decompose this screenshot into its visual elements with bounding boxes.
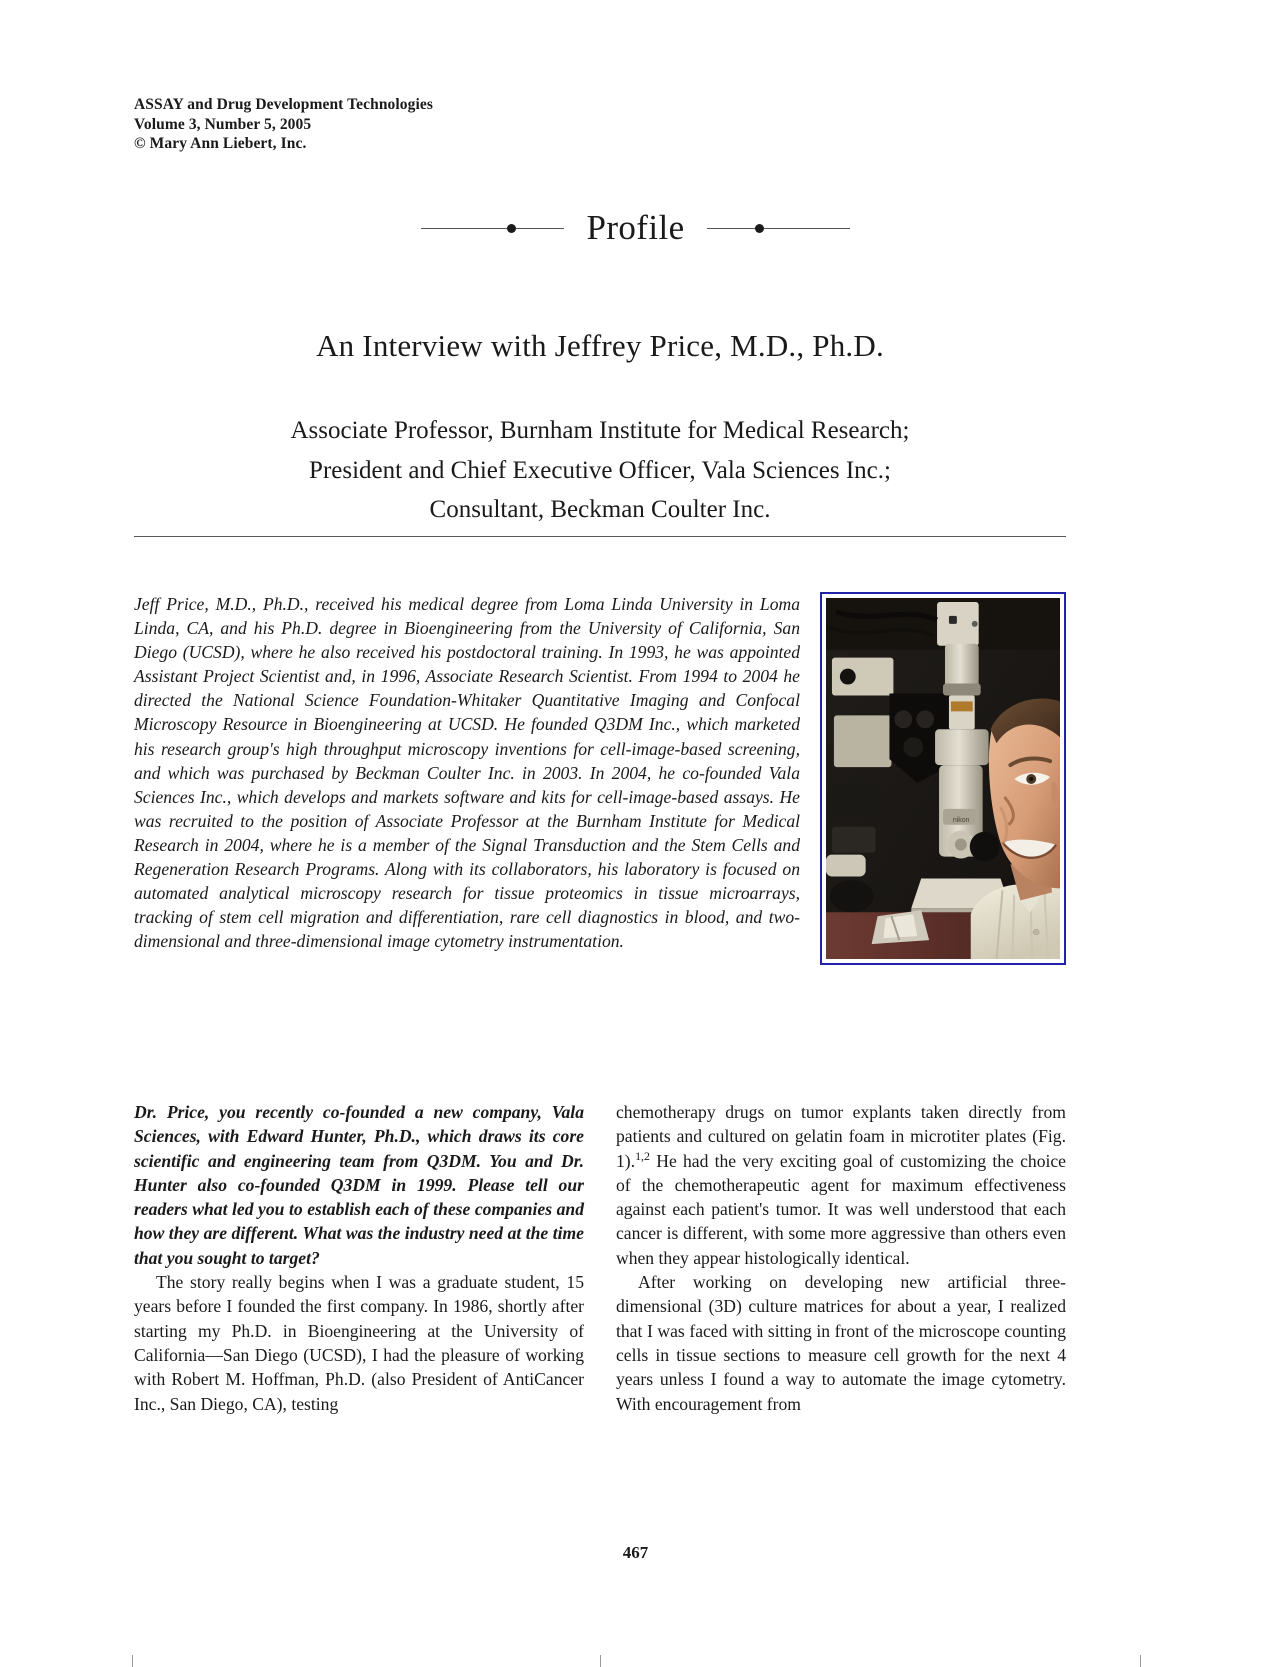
divider-right-inner — [707, 228, 755, 229]
article-body — [134, 1100, 1066, 1416]
answer-paragraph-left: The story really begins when I was a graduate student, 15 years before I founded the first company. In 1986, shortly after starting my Ph.D. in Bioengineering at the University of California—San Diego (UCSD), I had the pleasure of working with Robert M. Hoffman, Ph.D. (also President of AntiCancer Inc., San Diego, CA), testing — [134, 1272, 584, 1414]
affiliation-line-2: President and Chief Executive Officer, Vala Sciences Inc.; — [309, 456, 891, 484]
journal-publisher: © Mary Ann Liebert, Inc. — [134, 135, 307, 152]
affiliation-line-3: Consultant, Beckman Coulter Inc. — [429, 496, 771, 523]
svg-text:nikon: nikon — [952, 816, 970, 824]
answer-text-b: He had the very exciting goal of customizing the choice of the chemotherapeutic agent for maximum effectiveness against each patient's tumor. It was well understood that each cancer is different, with some more aggressive than others even when they appear histologically identical. — [616, 1150, 1066, 1268]
answer-paragraph-2: After working on developing new artificial three-dimensional (3D) culture matrices for about a year, I realized that I was faced with sitting in front of the microscope counting cells in tissue sections to measure cell growth for the next 4 years unless I found a way to automate the image cytometry. With encouragement from — [616, 1272, 1066, 1414]
journal-masthead — [134, 95, 433, 154]
journal-volume-issue: Volume 3, Number 5, 2005 — [134, 115, 312, 133]
journal-name: ASSAY and Drug Development Technologies — [134, 96, 434, 113]
divider-left-inner — [516, 228, 564, 229]
author-photo-frame — [820, 592, 1066, 965]
reference-citation: 1,2 — [635, 1148, 651, 1163]
crop-mark-right — [1140, 1655, 1141, 1667]
answer-text-a: chemotherapy drugs on tumor explants taken directly from patients and cultured on gelatin foam in microtiter plates (Fig. 1). — [616, 1102, 1066, 1171]
page-title: An Interview with Jeffrey Price, M.D., Ph.D. — [316, 328, 884, 363]
body-column-right — [616, 1100, 1066, 1416]
biography-section — [134, 592, 1066, 965]
section-title: Profile — [586, 208, 685, 247]
interview-question: Dr. Price, you recently co-founded a new company, Vala Sciences, with Edward Hunter, Ph.D., which draws its core scientific and engineering team from Q3DM. You and Dr. Hunter also co-founded Q3DM in 1999. Please tell our readers what led you to establish each of these companies and how they are different. What was the industry need at the time that you sought to target? — [134, 1102, 584, 1268]
author-photo-image — [826, 598, 1060, 959]
page-number: 467 — [622, 1543, 649, 1562]
affiliation-line-1: Associate Professor, Burnham Institute for Medical Research; — [290, 417, 910, 444]
crop-mark-center — [600, 1655, 601, 1667]
ornament-dot-right-icon — [755, 224, 764, 233]
divider-left-outer — [421, 228, 507, 229]
answer-paragraph-right-continued — [616, 1100, 1066, 1270]
header-divider — [134, 536, 1066, 537]
body-column-left — [134, 1100, 584, 1416]
author-photo — [826, 598, 1060, 959]
crop-mark-left — [132, 1655, 133, 1667]
section-heading — [0, 208, 1271, 248]
divider-right-outer — [764, 228, 850, 229]
author-biography: Jeff Price, M.D., Ph.D., received his medical degree from Loma Linda University in Loma Linda, CA, and his Ph.D. degree in Bioengineering from the University of California, San Diego (UCSD), where he also received his postdoctoral training. In 1993, he was appointed Assistant Project Scientist and, in 1996, Associate Research Scientist. From 1994 to 2004 he directed the National Science Foundation-Whitaker Quantitative Imaging and Confocal Microscopy Resource in Bioengineering at UCSD. He founded Q3DM Inc., which marketed his research group's high throughput microscopy inventions for cell-image-based screening, and which was purchased by Beckman Coulter Inc. in 2003. In 2004, he co-founded Vala Sciences Inc., which develops and markets software and kits for cell-image-based assays. He was recruited to the position of Associate Professor at the Burnham Institute for Medical Research in 2004, where he is a member of the Signal Transduction and the Stem Cells and Regeneration Research Programs. Along with its collaborators, his laboratory is focused on automated analytical microscopy research for tissue proteomics in tissue microarrays, tracking of stem cell migration and differentiation, rare cell diagnostics in blood, and two-dimensional and three-dimensional image cytometry instrumentation. — [134, 594, 800, 952]
ornament-dot-left-icon — [507, 224, 516, 233]
author-affiliations — [134, 411, 1066, 530]
